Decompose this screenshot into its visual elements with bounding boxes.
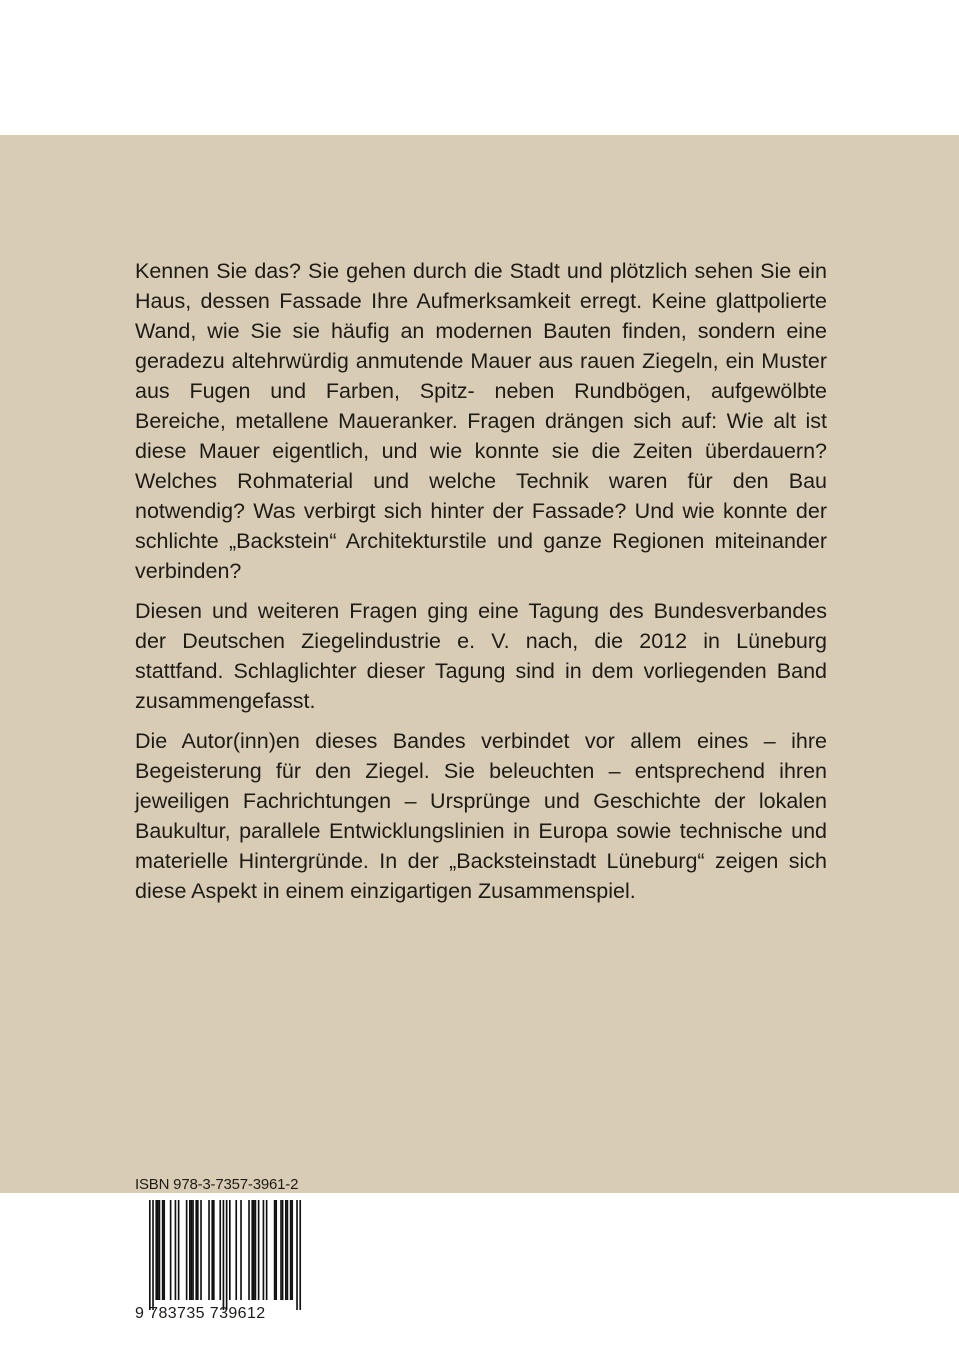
blurb-paragraph-2: Diesen und weiteren Fragen ging eine Tagung des Bundesverbandes der Deutschen Ziegelindustrie e. V. nach, die 2012 in Lüneburg stattfand. Schlaglichter dieser Tagung sind in dem vorliegenden Band zusammengefasst. [135, 599, 827, 713]
barcode-bar-12 [191, 1200, 193, 1300]
barcode-bar-5 [162, 1200, 164, 1300]
barcode-bar-14 [195, 1200, 197, 1300]
barcode-bar-0 [149, 1200, 151, 1310]
barcode-bar-23 [229, 1200, 231, 1300]
blurb-paragraph-1: Kennen Sie das? Sie gehen durch die Stadt und plötzlich sehen Sie ein Haus, dessen Fassade Ihre Aufmerksamkeit erregt. Keine glattpolierte Wand, wie Sie sie häufig an modernen Bauten finden, sondern eine geradezu altehrwürdig anmutende Mauer aus rauen Ziegeln, ein Muster aus Fugen und Farben, Spitz- neben Rundbögen, aufgewölbte Bereiche, metallene Maueranker. Fragen drängen sich auf: Wie alt ist diese Mauer eigentlich, und wie konnte sie die Zeiten überdauern? Welches Rohmaterial und welche Technik waren für den Bau notwendig? Was verbirgt sich hinter der Fassade? Und wie konnte der schlichte „Backstein“ Architekturstile und ganze Regionen miteinander verbinden? [135, 259, 827, 583]
blurb-text [135, 256, 827, 916]
barcode-bar-28 [253, 1200, 255, 1300]
barcode-bar-15 [197, 1200, 199, 1300]
barcode-bar-20 [219, 1200, 221, 1300]
barcode-bar-7 [170, 1200, 172, 1300]
isbn-label: ISBN 978-3-7357-3961-2 [135, 1176, 299, 1193]
barcode-bar-26 [248, 1200, 250, 1300]
barcode-bar-24 [235, 1200, 237, 1300]
barcode-bar-41 [296, 1200, 298, 1310]
barcode-bar-25 [240, 1200, 242, 1300]
barcode-bar-42 [299, 1200, 301, 1310]
barcode-bar-18 [211, 1200, 213, 1300]
barcode-bar-6 [163, 1200, 165, 1300]
barcode-bar-37 [285, 1200, 287, 1300]
barcode-bar-21 [223, 1200, 225, 1310]
barcode-bar-17 [208, 1200, 210, 1300]
barcode-bar-32 [266, 1200, 268, 1300]
barcode-bar-10 [186, 1200, 188, 1300]
barcode-bar-8 [175, 1200, 177, 1300]
barcode-bar-31 [263, 1200, 265, 1300]
barcode-bar-19 [213, 1200, 215, 1300]
barcode-bar-11 [189, 1200, 191, 1300]
barcode-bar-4 [159, 1200, 161, 1300]
barcode-bar-2 [155, 1200, 157, 1300]
barcode-bar-33 [274, 1200, 276, 1300]
barcode-bar-40 [291, 1200, 293, 1300]
barcode-bar-35 [280, 1200, 282, 1300]
barcode-digits: 9 783735 739612 [135, 1305, 266, 1322]
barcode-bar-3 [157, 1200, 159, 1300]
barcode-bar-13 [192, 1200, 194, 1300]
barcode-bar-38 [287, 1200, 289, 1300]
barcode-bar-34 [275, 1200, 277, 1300]
blurb-paragraph-3: Die Autor(inn)en dieses Bandes verbindet vor allem eines – ihre Begeisterung für den Ziegel. Sie beleuchten – entsprechend ihren jeweiligen Fachrichtungen – Ursprünge und Geschichte der lokalen Baukultur, parallele Entwicklungslinien in Europa sowie technische und materielle Hintergründe. In der „Backsteinstadt Lüneburg“ zeigen sich diese Aspekt in einem einzigartigen Zusammenspiel. [135, 729, 827, 903]
barcode-bar-9 [178, 1200, 180, 1300]
barcode-bar-29 [255, 1200, 257, 1300]
top-margin [0, 0, 959, 135]
barcode-bar-30 [258, 1200, 260, 1300]
barcode-bar-27 [251, 1200, 253, 1300]
barcode-bar-39 [290, 1200, 292, 1300]
barcode-bar-22 [226, 1200, 228, 1310]
barcode-bar-36 [282, 1200, 284, 1300]
barcode-bar-16 [200, 1200, 202, 1300]
barcode-bar-1 [152, 1200, 154, 1310]
